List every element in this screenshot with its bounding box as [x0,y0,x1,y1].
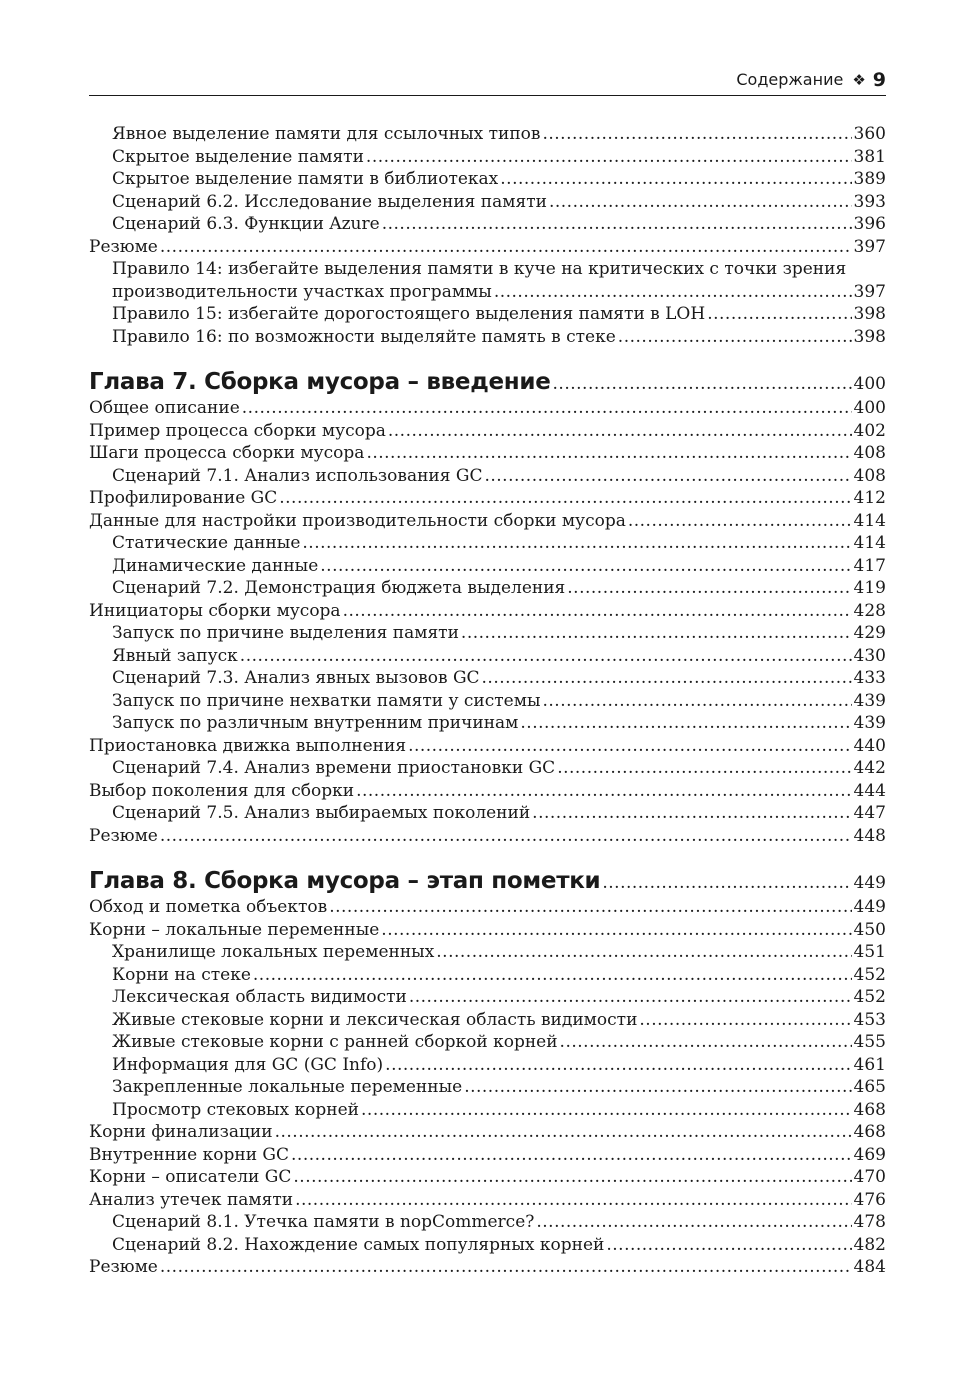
toc-entry-title: Живые стековые корни с ранней сборкой корней [112,1032,558,1052]
toc-entry[interactable] [89,941,886,964]
toc-entry-page-number: 398 [853,304,886,324]
dot-leader [361,1099,852,1122]
toc-entry-page-number: 484 [853,1257,886,1277]
toc-entry-page-number: 412 [853,488,886,508]
toc-entry-title: Данные для настройки производительности сборки мусора [89,510,626,531]
dot-leader [253,964,852,987]
toc-entry-page-number: 448 [853,825,886,846]
toc-entry-page-number: 397 [853,281,886,302]
dot-leader [618,326,852,349]
toc-entry-title: Обход и пометка объектов [89,897,328,917]
toc-entry[interactable] [89,825,886,848]
toc-entry[interactable] [89,236,886,259]
dot-leader [549,191,852,214]
toc-entry-title: Резюме [89,236,158,257]
toc-entry-title: производительности участках программы [112,281,492,302]
toc-entry[interactable] [89,1189,886,1212]
toc-entry[interactable] [89,577,886,600]
toc-entry-page-number: 450 [853,919,886,940]
dot-leader [707,303,851,326]
toc-entry-page-number: 465 [853,1077,886,1097]
toc-entry-title: Сценарий 6.3. Функции Azure [112,214,380,234]
toc-entry-page-number: 440 [853,735,886,756]
toc-entry-page-number: 414 [853,533,886,553]
toc-entry-page-number: 478 [853,1212,886,1232]
toc-entry-page-number: 444 [853,780,886,801]
dot-leader [482,667,852,690]
toc-entry-title: Выбор поколения для сборки [89,780,355,801]
toc-entry[interactable] [89,532,886,555]
dot-leader [160,1256,852,1279]
dot-leader [343,600,852,623]
toc-entry-title: Скрытое выделение памяти [112,146,364,167]
dot-leader [639,1009,851,1032]
toc-entry[interactable] [89,1031,886,1054]
dot-leader [366,442,851,465]
toc-entry-title: Анализ утечек памяти [89,1189,294,1210]
toc-entry[interactable] [89,213,886,236]
toc-entry-page-number: 442 [853,758,886,778]
dot-leader [567,577,851,600]
toc-entry[interactable] [89,487,886,510]
diamond-ornament-icon: ❖ [852,70,866,89]
toc-entry-page-number: 393 [853,191,886,212]
toc-entry[interactable] [89,1076,886,1099]
toc-entry-title: Хранилище локальных переменных [112,942,435,962]
toc-entry-title: Сценарий 7.4. Анализ времени приостановки GC [112,758,556,778]
toc-entry-title: Корни на стеке [112,964,251,985]
dot-leader [293,1166,851,1189]
toc-entry-page-number: 398 [853,326,886,347]
toc-entry[interactable] [89,1211,886,1234]
toc-entry-page-number: 476 [853,1189,886,1210]
toc-entry-title: Явный запуск [112,645,238,666]
toc-entry-title: Сценарий 7.3. Анализ явных вызовов GC [112,668,480,688]
toc-entry[interactable] [89,555,886,578]
toc-entry-page-number: 429 [853,623,886,643]
toc-entry-page-number: 402 [853,420,886,441]
toc-entry-page-number: 449 [853,897,886,917]
toc-entry-page-number: 417 [853,555,886,576]
dot-leader [553,370,852,398]
toc-entry[interactable] [89,442,886,465]
toc-entry[interactable] [89,146,886,169]
toc-entry-title: Корни – локальные переменные [89,919,380,940]
dot-leader [409,986,852,1009]
dot-leader [436,941,851,964]
dot-leader [606,1234,851,1257]
toc-entry-title: Шаги процесса сборки мусора [89,443,365,463]
dot-leader [329,896,851,919]
toc-entry-title: Резюме [89,825,158,846]
toc-entry[interactable] [89,919,886,942]
toc-entry-title: Скрытое выделение памяти в библиотеках [112,169,499,189]
toc-entry-page-number: 396 [853,214,886,234]
toc-entry-page-number: 461 [853,1054,886,1075]
dot-leader [557,757,851,780]
toc-entry-title: Правило 16: по возможности выделяйте память в стеке [112,326,616,347]
dot-leader [408,735,851,758]
dot-leader [560,1031,852,1054]
toc-entry-title: Лексическая область видимости [112,987,407,1007]
toc-entry[interactable] [89,757,886,780]
toc-entry-page-number: 408 [853,465,886,486]
toc-entry-page-number: 482 [853,1234,886,1255]
toc-entry[interactable] [89,667,886,690]
toc-entry-title: Информация для GC (GC Info) [112,1054,384,1075]
dot-leader [536,1211,851,1234]
toc-entry-page-number: 439 [853,713,886,733]
toc-entry-title: Общее описание [89,398,240,418]
dot-leader [388,420,852,443]
dot-leader [382,213,852,236]
header-title: Содержание [736,70,844,89]
dot-leader [320,555,851,578]
dot-leader [602,869,851,897]
toc-entry-page-number: 439 [853,690,886,711]
toc-entry-title: Инициаторы сборки мусора [89,600,341,621]
toc-entry-page-number: 470 [853,1167,886,1187]
toc-entry-page-number: 468 [853,1122,886,1142]
dot-leader [484,465,851,488]
chapter-page-number: 449 [853,873,886,893]
toc-entry-page-number: 389 [853,169,886,189]
toc-entry[interactable] [89,123,886,146]
toc-entry[interactable] [89,802,886,825]
toc-entry-title: Сценарий 6.2. Исследование выделения памяти [112,191,547,212]
toc-entry[interactable] [89,896,886,919]
dot-leader [385,1054,851,1077]
toc-entry[interactable] [89,986,886,1009]
toc-entry[interactable] [89,780,886,803]
toc-entry-page-number: 452 [853,964,886,985]
toc-entry[interactable] [89,1099,886,1122]
toc-entry-page-number: 469 [853,1144,886,1165]
toc-entry[interactable] [89,397,886,420]
toc-entry[interactable] [89,326,886,349]
dot-leader [500,168,851,191]
toc-entry[interactable] [89,420,886,443]
toc-entry-page-number: 453 [853,1009,886,1030]
toc-entry-title: Корни финализации [89,1122,273,1142]
toc-entry-title: Корни – описатели GC [89,1167,292,1187]
toc-entry[interactable] [89,1144,886,1167]
dot-leader [279,487,851,510]
dot-leader [628,510,852,533]
toc-entry-title: Внутренние корни GC [89,1144,290,1165]
toc-entry-page-number: 414 [853,510,886,531]
toc-entry-title: Запуск по причине нехватки памяти у системы [112,690,541,711]
toc-entry-page-number: 430 [853,645,886,666]
dot-leader [240,645,852,668]
toc-entry-title: Сценарий 7.5. Анализ выбираемых поколений [112,803,531,823]
dot-leader [356,780,851,803]
toc-entry-page-number: 468 [853,1099,886,1120]
toc-entry-title: Запуск по различным внутренним причинам [112,713,519,733]
toc-entry-title: Пример процесса сборки мусора [89,420,386,441]
dot-leader [464,1076,851,1099]
toc-entry[interactable] [89,510,886,533]
dot-leader [302,532,851,555]
dot-leader [381,919,851,942]
toc-entry-title: Правило 15: избегайте дорогостоящего выделения памяти в LOH [112,304,706,324]
dot-leader [461,622,852,645]
chapter-title: Глава 8. Сборка мусора – этап пометки [89,868,601,894]
toc-entry-page-number: 447 [853,803,886,823]
toc-entry[interactable] [89,465,886,488]
toc-entry-title-line: Правило 14: избегайте выделения памяти в куче на критических с точки зрения [112,259,847,279]
toc-entry-title: Сценарий 7.1. Анализ использования GC [112,465,483,486]
toc-entry[interactable] [89,303,886,326]
dot-leader [242,397,852,420]
chapter-title: Глава 7. Сборка мусора – введение [89,369,551,395]
dot-leader [291,1144,852,1167]
toc-entry[interactable] [89,1166,886,1189]
toc-entry-title: Сценарий 8.1. Утечка памяти в nopCommerce? [112,1212,535,1232]
toc-entry-title: Явное выделение памяти для ссылочных типов [112,124,541,144]
dot-leader [543,690,852,713]
toc-entry[interactable] [89,690,886,713]
toc-entry[interactable] [89,1009,886,1032]
chapter-heading[interactable] [89,867,886,895]
toc-entry-page-number: 428 [853,600,886,621]
toc-entry-title: Просмотр стековых корней [112,1099,360,1120]
toc-entry-title: Живые стековые корни и лексическая область видимости [112,1009,638,1030]
chapter-page-number: 400 [853,374,886,394]
dot-leader [542,123,851,146]
toc-entry-page-number: 408 [853,443,886,463]
toc-entry[interactable] [89,712,886,735]
toc-entry-title: Сценарий 7.2. Демонстрация бюджета выделения [112,578,566,598]
toc-entry[interactable] [89,735,886,758]
toc-entry[interactable] [89,168,886,191]
toc-entry-title: Приостановка движка выполнения [89,735,407,756]
toc-entry-page-number: 381 [853,146,886,167]
toc-entry-title: Профилирование GC [89,488,278,508]
toc-entry[interactable] [89,1234,886,1257]
running-header [89,64,886,96]
toc-entry-page-number: 451 [853,942,886,962]
toc-entry-title: Сценарий 8.2. Нахождение самых популярных корней [112,1234,605,1255]
toc-entry[interactable] [89,1054,886,1077]
toc-entry-page-number: 455 [853,1032,886,1052]
dot-leader [520,712,851,735]
toc-entry-page-number: 433 [853,668,886,688]
toc-entry-title: Запуск по причине выделения памяти [112,623,459,643]
toc-entry[interactable] [89,622,886,645]
toc-entry-title: Статические данные [112,533,301,553]
dot-leader [494,281,852,304]
toc-entry[interactable] [89,191,886,214]
toc-entry-title: Закрепленные локальные переменные [112,1077,463,1097]
toc-entry-page-number: 397 [853,236,886,257]
toc-entry[interactable] [89,1256,886,1279]
toc-entry[interactable] [89,1121,886,1144]
toc-entry-title: Резюме [89,1257,158,1277]
dot-leader [160,825,852,848]
dot-leader [160,236,852,259]
chapter-heading[interactable] [89,368,886,396]
toc-entry[interactable] [89,964,886,987]
toc-entry-page-number: 419 [853,578,886,598]
dot-leader [275,1121,852,1144]
toc-entry-title: Динамические данные [112,555,319,576]
toc-entry-page-number: 452 [853,987,886,1007]
toc-entry[interactable] [89,600,886,623]
page-number: 9 [872,68,886,91]
toc-entry[interactable] [89,281,886,304]
table-of-contents [89,123,886,1279]
toc-entry-page-number: 360 [853,124,886,144]
dot-leader [366,146,852,169]
toc-entry-page-number: 400 [853,398,886,418]
dot-leader [532,802,851,825]
toc-entry[interactable] [89,645,886,668]
dot-leader [295,1189,851,1212]
